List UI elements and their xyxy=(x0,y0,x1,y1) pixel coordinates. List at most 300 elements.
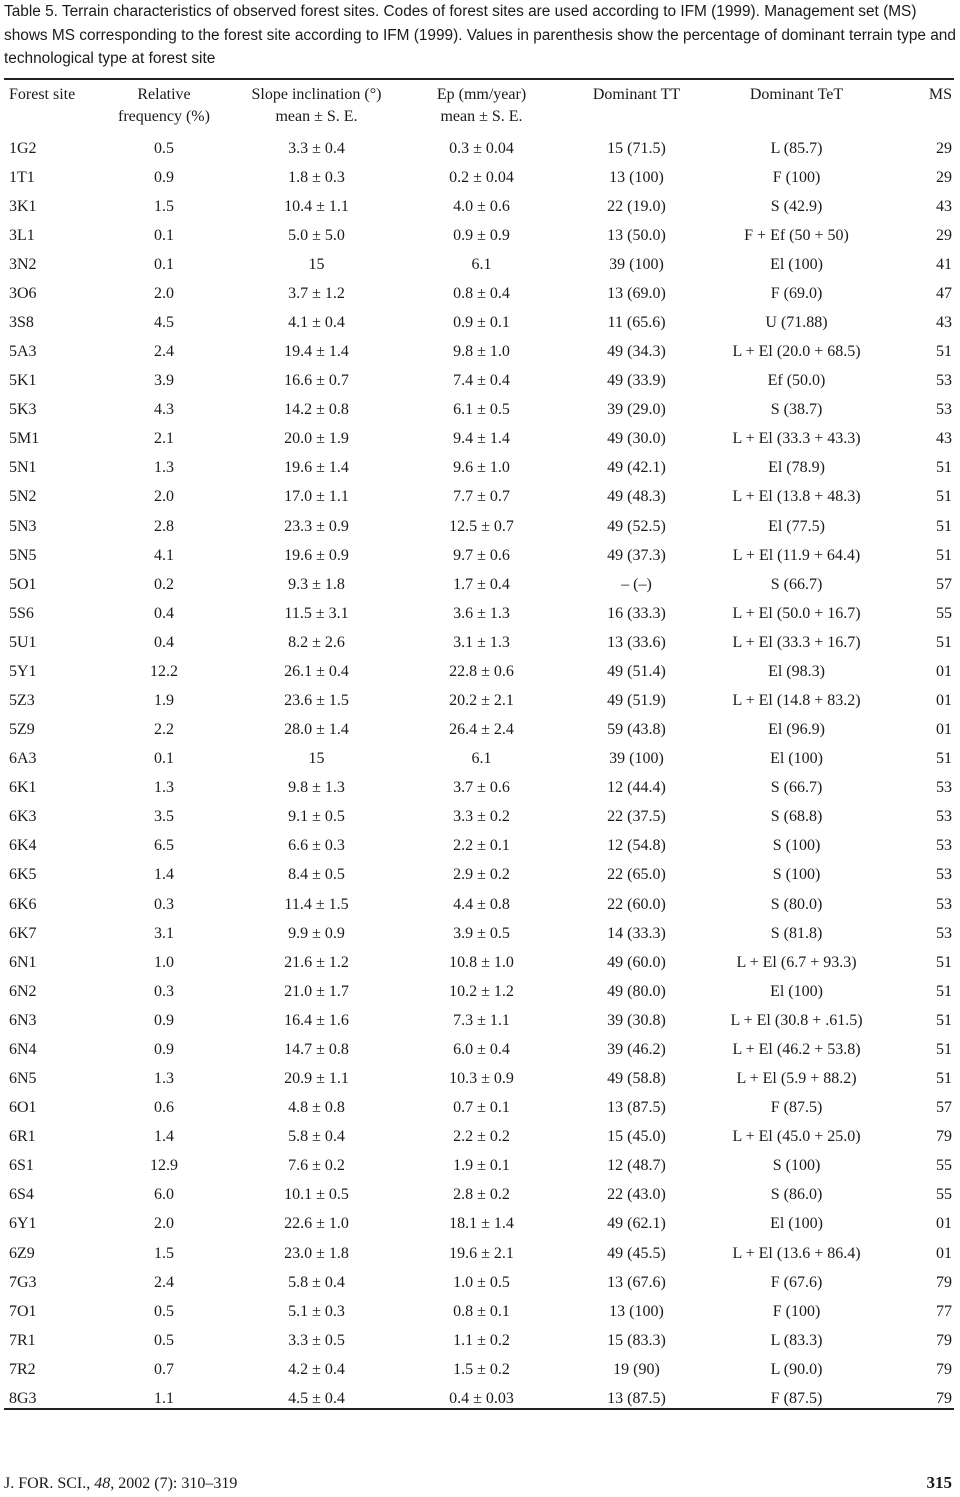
cell-ms: 53 xyxy=(936,924,952,942)
cell-dominant-tet: El (100) xyxy=(770,750,823,768)
cell-dominant-tt: 49 (45.5) xyxy=(607,1244,666,1262)
cell-ms: 79 xyxy=(936,1128,952,1146)
cell-dominant-tet: S (42.9) xyxy=(770,197,823,215)
cell-dominant-tt: 22 (37.5) xyxy=(607,808,666,826)
cell-ms: 01 xyxy=(936,662,952,680)
header-dominant-tt xyxy=(564,81,709,134)
cell-ms: 51 xyxy=(936,343,952,361)
cell-dominant-tt: 22 (60.0) xyxy=(607,895,666,913)
cell-slope-inclination: 21.6 ± 1.2 xyxy=(284,953,349,971)
cell-relative-frequency: 0.4 xyxy=(154,633,174,651)
cell-ms: 79 xyxy=(936,1331,952,1349)
table-row xyxy=(4,512,954,541)
table-row xyxy=(4,1006,954,1035)
table-row xyxy=(4,192,954,221)
cell-dominant-tt: 12 (54.8) xyxy=(607,837,666,855)
cell-ep: 3.3 ± 0.2 xyxy=(453,808,510,826)
cell-slope-inclination: 14.2 ± 0.8 xyxy=(284,401,349,419)
cell-slope-inclination: 19.6 ± 0.9 xyxy=(284,546,349,564)
cell-ms: 55 xyxy=(936,1186,952,1204)
cell-relative-frequency: 2.4 xyxy=(154,343,174,361)
cell-slope-inclination: 15 xyxy=(308,750,325,768)
table-row xyxy=(4,1239,954,1268)
cell-dominant-tt: 49 (34.3) xyxy=(607,343,666,361)
cell-slope-inclination: 20.0 ± 1.9 xyxy=(284,430,349,448)
cell-relative-frequency: 1.3 xyxy=(154,779,174,797)
cell-dominant-tet: S (66.7) xyxy=(770,779,823,797)
table-row xyxy=(4,686,954,715)
cell-dominant-tet: L + El (33.3 + 16.7) xyxy=(732,633,861,651)
cell-relative-frequency: 1.9 xyxy=(154,692,174,710)
cell-relative-frequency: 1.5 xyxy=(154,1244,174,1262)
cell-slope-inclination: 11.4 ± 1.5 xyxy=(284,895,349,913)
cell-dominant-tt: – (–) xyxy=(621,575,652,593)
cell-slope-inclination: 6.6 ± 0.3 xyxy=(288,837,345,855)
cell-forest-site: 6N4 xyxy=(9,1040,37,1058)
cell-slope-inclination: 21.0 ± 1.7 xyxy=(284,982,349,1000)
cell-ms: 51 xyxy=(936,517,952,535)
cell-ms: 51 xyxy=(936,488,952,506)
cell-forest-site: 7R1 xyxy=(9,1331,36,1349)
cell-relative-frequency: 1.1 xyxy=(154,1389,174,1407)
cell-ms: 43 xyxy=(936,314,952,331)
header-line1: Forest site xyxy=(9,86,76,103)
table-row xyxy=(4,483,954,512)
cell-slope-inclination: 11.5 ± 3.1 xyxy=(284,604,349,622)
cell-forest-site: 5S6 xyxy=(9,604,34,622)
header-dominant-tet xyxy=(709,81,884,134)
cell-forest-site: 6N1 xyxy=(9,953,37,971)
cell-slope-inclination: 23.3 ± 0.9 xyxy=(284,517,349,535)
cell-ep: 9.6 ± 1.0 xyxy=(453,459,510,477)
cell-dominant-tet: L + El (5.9 + 88.2) xyxy=(736,1070,857,1088)
cell-dominant-tet: F (67.6) xyxy=(770,1273,823,1291)
cell-slope-inclination: 4.8 ± 0.8 xyxy=(288,1099,345,1117)
cell-relative-frequency: 0.3 xyxy=(154,982,174,1000)
cell-ms: 51 xyxy=(936,750,952,768)
cell-relative-frequency: 4.1 xyxy=(154,546,174,564)
cell-dominant-tt: 13 (69.0) xyxy=(607,284,666,302)
cell-ep: 19.6 ± 2.1 xyxy=(449,1244,514,1262)
cell-slope-inclination: 4.2 ± 0.4 xyxy=(288,1360,345,1378)
table-row xyxy=(4,1065,954,1094)
cell-dominant-tt: 12 (48.7) xyxy=(607,1157,666,1175)
table-row xyxy=(4,977,954,1006)
cell-forest-site: 1T1 xyxy=(9,168,35,186)
cell-ms: 53 xyxy=(936,401,952,419)
cell-ep: 3.6 ± 1.3 xyxy=(453,604,510,622)
cell-ep: 6.1 xyxy=(471,255,492,273)
cell-slope-inclination: 14.7 ± 0.8 xyxy=(284,1040,349,1058)
cell-slope-inclination: 15 xyxy=(308,255,325,273)
table-row xyxy=(4,1123,954,1152)
cell-dominant-tt: 49 (80.0) xyxy=(607,982,666,1000)
cell-dominant-tet: L + El (6.7 + 93.3) xyxy=(736,953,857,971)
table-row xyxy=(4,541,954,570)
table-row xyxy=(4,1297,954,1326)
cell-ep: 9.8 ± 1.0 xyxy=(453,343,510,361)
cell-ms: 01 xyxy=(936,721,952,739)
cell-ms: 53 xyxy=(936,779,952,797)
cell-ms: 51 xyxy=(936,546,952,564)
cell-ep: 7.7 ± 0.7 xyxy=(453,488,510,506)
cell-relative-frequency: 2.8 xyxy=(154,517,174,535)
cell-relative-frequency: 0.1 xyxy=(154,255,174,273)
table-row xyxy=(4,1210,954,1239)
cell-forest-site: 7R2 xyxy=(9,1360,36,1378)
cell-ep: 10.8 ± 1.0 xyxy=(449,953,514,971)
cell-dominant-tet: El (96.9) xyxy=(768,721,825,739)
cell-dominant-tet: L (85.7) xyxy=(770,139,823,157)
table-row xyxy=(4,628,954,657)
cell-ep: 1.9 ± 0.1 xyxy=(453,1157,510,1175)
cell-relative-frequency: 4.5 xyxy=(154,314,174,331)
cell-slope-inclination: 10.4 ± 1.1 xyxy=(284,197,349,215)
cell-ms: 51 xyxy=(936,633,952,651)
page-number: 315 xyxy=(926,1473,952,1492)
cell-slope-inclination: 4.5 ± 0.4 xyxy=(288,1389,345,1407)
cell-dominant-tet: S (100) xyxy=(772,837,821,855)
table-caption: Table 5. Terrain characteristics of observed forest sites. Codes of forest sites are used according to IFM (1999). Management set (MS) shows MS corresponding to the forest site according to IFM (1999). Values in parenthesis show the percentage of dominant terrain type and technological type at forest site xyxy=(4,3,956,68)
cell-dominant-tet: El (100) xyxy=(770,982,823,1000)
cell-ms: 53 xyxy=(936,837,952,855)
table-row xyxy=(4,250,954,279)
cell-forest-site: 5U1 xyxy=(9,633,37,651)
cell-ep: 22.8 ± 0.6 xyxy=(449,662,514,680)
cell-forest-site: 3N2 xyxy=(9,255,37,273)
cell-dominant-tet: El (78.9) xyxy=(768,459,825,477)
cell-ep: 2.9 ± 0.2 xyxy=(453,866,510,884)
cell-relative-frequency: 1.0 xyxy=(154,953,174,971)
cell-ep: 3.9 ± 0.5 xyxy=(453,924,510,942)
cell-relative-frequency: 1.4 xyxy=(154,866,174,884)
cell-relative-frequency: 0.3 xyxy=(154,895,174,913)
cell-relative-frequency: 4.3 xyxy=(154,401,174,419)
header-line1: Dominant TT xyxy=(592,86,681,103)
cell-forest-site: 6K7 xyxy=(9,924,37,942)
header-line1: Slope inclination (°) xyxy=(251,86,382,103)
table-body xyxy=(4,134,954,1413)
cell-ms: 43 xyxy=(936,197,952,215)
cell-dominant-tet: L + El (11.9 + 64.4) xyxy=(732,546,861,564)
cell-ms: 01 xyxy=(936,1215,952,1233)
cell-slope-inclination: 3.3 ± 0.5 xyxy=(288,1331,345,1349)
header-line1: Dominant TeT xyxy=(749,86,844,103)
table-row xyxy=(4,454,954,483)
cell-forest-site: 5N3 xyxy=(9,517,37,535)
cell-dominant-tt: 13 (100) xyxy=(609,1302,664,1320)
cell-slope-inclination: 3.3 ± 0.4 xyxy=(288,139,345,157)
cell-dominant-tt: 22 (19.0) xyxy=(607,197,666,215)
cell-ep: 2.8 ± 0.2 xyxy=(453,1186,510,1204)
cell-forest-site: 6K3 xyxy=(9,808,37,826)
cell-relative-frequency: 2.2 xyxy=(154,721,174,739)
cell-ms: 51 xyxy=(936,953,952,971)
cell-forest-site: 3K1 xyxy=(9,197,37,215)
cell-relative-frequency: 0.5 xyxy=(154,139,174,157)
cell-forest-site: 5K3 xyxy=(9,401,37,419)
table-row xyxy=(4,861,954,890)
cell-ms: 47 xyxy=(936,284,952,302)
cell-slope-inclination: 9.8 ± 1.3 xyxy=(288,779,345,797)
cell-ms: 29 xyxy=(936,139,952,157)
cell-ep: 7.4 ± 0.4 xyxy=(453,372,510,390)
cell-relative-frequency: 12.9 xyxy=(150,1157,178,1175)
cell-ms: 57 xyxy=(936,1099,952,1117)
cell-relative-frequency: 2.0 xyxy=(154,284,174,302)
table-row xyxy=(4,570,954,599)
cell-dominant-tt: 13 (33.6) xyxy=(607,633,666,651)
cell-dominant-tt: 13 (100) xyxy=(609,168,664,186)
cell-ep: 0.3 ± 0.04 xyxy=(449,139,514,157)
header-forest-site xyxy=(4,81,94,134)
cell-dominant-tt: 49 (33.9) xyxy=(607,372,666,390)
cell-ep: 20.2 ± 2.1 xyxy=(449,692,514,710)
cell-forest-site: 5M1 xyxy=(9,430,40,448)
cell-relative-frequency: 0.1 xyxy=(154,750,174,768)
cell-slope-inclination: 16.4 ± 1.6 xyxy=(284,1011,349,1029)
header-line2: mean ± S. E. xyxy=(440,108,523,125)
cell-dominant-tet: S (38.7) xyxy=(770,401,823,419)
header-ep xyxy=(399,81,564,134)
cell-dominant-tt: 16 (33.3) xyxy=(607,604,666,622)
cell-ep: 6.1 ± 0.5 xyxy=(453,401,510,419)
cell-ep: 4.4 ± 0.8 xyxy=(453,895,510,913)
cell-slope-inclination: 22.6 ± 1.0 xyxy=(284,1215,349,1233)
cell-ms: 51 xyxy=(936,459,952,477)
cell-ms: 29 xyxy=(936,168,952,186)
cell-relative-frequency: 0.1 xyxy=(154,226,174,244)
cell-slope-inclination: 7.6 ± 0.2 xyxy=(288,1157,345,1175)
cell-relative-frequency: 3.9 xyxy=(154,372,174,390)
cell-ep: 4.0 ± 0.6 xyxy=(453,197,510,215)
table-row xyxy=(4,803,954,832)
cell-dominant-tet: F (100) xyxy=(772,1302,821,1320)
cell-relative-frequency: 0.5 xyxy=(154,1331,174,1349)
header-line1: Relative xyxy=(137,86,191,103)
cell-dominant-tet: S (66.7) xyxy=(770,575,823,593)
cell-forest-site: 5N2 xyxy=(9,488,37,506)
cell-ep: 1.5 ± 0.2 xyxy=(453,1360,510,1378)
cell-relative-frequency: 0.9 xyxy=(154,1040,174,1058)
cell-slope-inclination: 5.8 ± 0.4 xyxy=(288,1273,345,1291)
cell-dominant-tt: 39 (30.8) xyxy=(607,1011,666,1029)
cell-dominant-tt: 39 (100) xyxy=(609,255,664,273)
cell-ep: 12.5 ± 0.7 xyxy=(449,517,514,535)
cell-relative-frequency: 0.9 xyxy=(154,1011,174,1029)
cell-dominant-tt: 13 (67.6) xyxy=(607,1273,666,1291)
cell-ms: 01 xyxy=(936,1244,952,1262)
cell-ms: 79 xyxy=(936,1389,952,1407)
cell-slope-inclination: 10.1 ± 0.5 xyxy=(284,1186,349,1204)
table-row xyxy=(4,1268,954,1297)
cell-relative-frequency: 3.5 xyxy=(154,808,174,826)
cell-dominant-tet: El (98.3) xyxy=(768,662,825,680)
cell-ep: 9.4 ± 1.4 xyxy=(453,430,510,448)
cell-dominant-tt: 49 (37.3) xyxy=(607,546,666,564)
cell-ep: 1.7 ± 0.4 xyxy=(453,575,510,593)
table-row xyxy=(4,832,954,861)
cell-dominant-tt: 49 (62.1) xyxy=(607,1215,666,1233)
cell-dominant-tet: F (87.5) xyxy=(770,1099,823,1117)
cell-relative-frequency: 0.7 xyxy=(154,1360,174,1378)
table-row xyxy=(4,338,954,367)
cell-ep: 0.9 ± 0.1 xyxy=(453,314,510,331)
cell-ep: 0.8 ± 0.1 xyxy=(453,1302,510,1320)
cell-slope-inclination: 19.4 ± 1.4 xyxy=(284,343,349,361)
cell-forest-site: 6A3 xyxy=(9,750,37,768)
cell-forest-site: 6K6 xyxy=(9,895,37,913)
cell-ms: 53 xyxy=(936,866,952,884)
cell-slope-inclination: 4.1 ± 0.4 xyxy=(288,314,345,331)
header-line1: Ep (mm/year) xyxy=(436,86,527,103)
table-row xyxy=(4,1152,954,1181)
header-relative-frequency xyxy=(94,81,234,134)
cell-relative-frequency: 6.0 xyxy=(154,1186,174,1204)
cell-dominant-tet: El (77.5) xyxy=(768,517,825,535)
cell-dominant-tet: L + El (50.0 + 16.7) xyxy=(732,604,861,622)
cell-ep: 10.2 ± 1.2 xyxy=(449,982,514,1000)
table-row xyxy=(4,599,954,628)
cell-dominant-tt: 49 (30.0) xyxy=(607,430,666,448)
cell-ms: 43 xyxy=(936,430,952,448)
cell-ms: 57 xyxy=(936,575,952,593)
cell-slope-inclination: 19.6 ± 1.4 xyxy=(284,459,349,477)
cell-ep: 10.3 ± 0.9 xyxy=(449,1070,514,1088)
cell-dominant-tet: S (81.8) xyxy=(770,924,823,942)
table-row xyxy=(4,919,954,948)
cell-relative-frequency: 1.3 xyxy=(154,1070,174,1088)
journal-volume: 48 xyxy=(94,1475,111,1492)
cell-ep: 6.1 xyxy=(471,750,492,768)
cell-dominant-tet: L (83.3) xyxy=(770,1331,823,1349)
cell-forest-site: 6O1 xyxy=(9,1099,37,1117)
cell-forest-site: 5N1 xyxy=(9,459,37,477)
cell-dominant-tet: S (100) xyxy=(772,866,821,884)
cell-dominant-tt: 49 (51.4) xyxy=(607,662,666,680)
cell-ep: 0.4 ± 0.03 xyxy=(449,1389,514,1407)
cell-forest-site: 5A3 xyxy=(9,343,37,361)
cell-relative-frequency: 0.5 xyxy=(154,1302,174,1320)
cell-slope-inclination: 8.4 ± 0.5 xyxy=(288,866,345,884)
cell-ms: 53 xyxy=(936,808,952,826)
cell-relative-frequency: 2.0 xyxy=(154,488,174,506)
cell-ms: 55 xyxy=(936,604,952,622)
cell-dominant-tt: 11 (65.6) xyxy=(607,314,666,331)
cell-slope-inclination: 17.0 ± 1.1 xyxy=(284,488,349,506)
cell-forest-site: 7G3 xyxy=(9,1273,37,1291)
table-row xyxy=(4,396,954,425)
cell-slope-inclination: 9.3 ± 1.8 xyxy=(288,575,345,593)
table-row xyxy=(4,1355,954,1384)
cell-dominant-tet: L + El (33.3 + 43.3) xyxy=(732,430,861,448)
cell-ep: 0.2 ± 0.04 xyxy=(449,168,514,186)
journal-issue: , 2002 (7): 310–319 xyxy=(110,1475,238,1492)
cell-dominant-tt: 39 (100) xyxy=(609,750,664,768)
cell-relative-frequency: 1.4 xyxy=(154,1128,174,1146)
cell-ep: 1.1 ± 0.2 xyxy=(453,1331,510,1349)
table-row xyxy=(4,1181,954,1210)
header-ms xyxy=(884,81,954,134)
cell-dominant-tt: 49 (58.8) xyxy=(607,1070,666,1088)
cell-dominant-tt: 49 (42.1) xyxy=(607,459,666,477)
cell-ms: 51 xyxy=(936,1040,952,1058)
cell-dominant-tet: L + El (20.0 + 68.5) xyxy=(732,343,861,361)
cell-forest-site: 6R1 xyxy=(9,1128,36,1146)
cell-ep: 3.7 ± 0.6 xyxy=(453,779,510,797)
cell-dominant-tet: F (69.0) xyxy=(770,284,823,302)
cell-ep: 1.0 ± 0.5 xyxy=(453,1273,510,1291)
cell-dominant-tet: L + El (45.0 + 25.0) xyxy=(732,1128,861,1146)
cell-forest-site: 7O1 xyxy=(9,1302,37,1320)
cell-dominant-tet: Ef (50.0) xyxy=(767,372,826,390)
cell-slope-inclination: 16.6 ± 0.7 xyxy=(284,372,349,390)
cell-ms: 51 xyxy=(936,1070,952,1088)
table-row xyxy=(4,1035,954,1064)
cell-ep: 2.2 ± 0.1 xyxy=(453,837,510,855)
cell-dominant-tt: 22 (65.0) xyxy=(607,866,666,884)
cell-relative-frequency: 2.0 xyxy=(154,1215,174,1233)
cell-ep: 0.9 ± 0.9 xyxy=(453,226,510,244)
cell-forest-site: 5Z9 xyxy=(9,721,35,739)
cell-forest-site: 6Y1 xyxy=(9,1215,37,1233)
cell-forest-site: 6K5 xyxy=(9,866,37,884)
cell-dominant-tet: F (100) xyxy=(772,168,821,186)
cell-ms: 53 xyxy=(936,372,952,390)
cell-forest-site: 3O6 xyxy=(9,284,37,302)
table-row xyxy=(4,134,954,163)
cell-forest-site: 6Z9 xyxy=(9,1244,35,1262)
table-bottom-rule xyxy=(4,1408,954,1410)
cell-dominant-tet: F (87.5) xyxy=(770,1389,823,1407)
table-header-row xyxy=(4,81,954,134)
table-row xyxy=(4,221,954,250)
cell-ms: 55 xyxy=(936,1157,952,1175)
cell-dominant-tt: 13 (50.0) xyxy=(607,226,666,244)
cell-forest-site: 6S4 xyxy=(9,1186,34,1204)
cell-dominant-tt: 15 (45.0) xyxy=(607,1128,666,1146)
cell-ep: 9.7 ± 0.6 xyxy=(453,546,510,564)
terrain-table xyxy=(4,81,954,1413)
table-row xyxy=(4,1326,954,1355)
cell-ms: 41 xyxy=(936,255,952,273)
cell-ms: 79 xyxy=(936,1273,952,1291)
cell-relative-frequency: 0.2 xyxy=(154,575,174,593)
cell-dominant-tet: L + El (46.2 + 53.8) xyxy=(732,1040,861,1058)
cell-dominant-tet: El (100) xyxy=(770,255,823,273)
cell-ep: 3.1 ± 1.3 xyxy=(453,633,510,651)
cell-dominant-tt: 39 (29.0) xyxy=(607,401,666,419)
cell-forest-site: 5O1 xyxy=(9,575,37,593)
cell-forest-site: 6N2 xyxy=(9,982,37,1000)
cell-dominant-tt: 13 (87.5) xyxy=(607,1099,666,1117)
table-row xyxy=(4,890,954,919)
cell-slope-inclination: 9.9 ± 0.9 xyxy=(288,924,345,942)
cell-ms: 51 xyxy=(936,982,952,1000)
cell-forest-site: 5N5 xyxy=(9,546,37,564)
cell-slope-inclination: 5.8 ± 0.4 xyxy=(288,1128,345,1146)
cell-ms: 51 xyxy=(936,1011,952,1029)
cell-forest-site: 8G3 xyxy=(9,1389,37,1407)
cell-slope-inclination: 28.0 ± 1.4 xyxy=(284,721,349,739)
table-row xyxy=(4,948,954,977)
cell-forest-site: 6K1 xyxy=(9,779,37,797)
cell-slope-inclination: 1.8 ± 0.3 xyxy=(288,168,345,186)
cell-dominant-tt: 19 (90) xyxy=(613,1360,660,1378)
cell-dominant-tet: S (68.8) xyxy=(770,808,823,826)
cell-dominant-tt: 13 (87.5) xyxy=(607,1389,666,1407)
cell-dominant-tet: S (100) xyxy=(772,1157,821,1175)
